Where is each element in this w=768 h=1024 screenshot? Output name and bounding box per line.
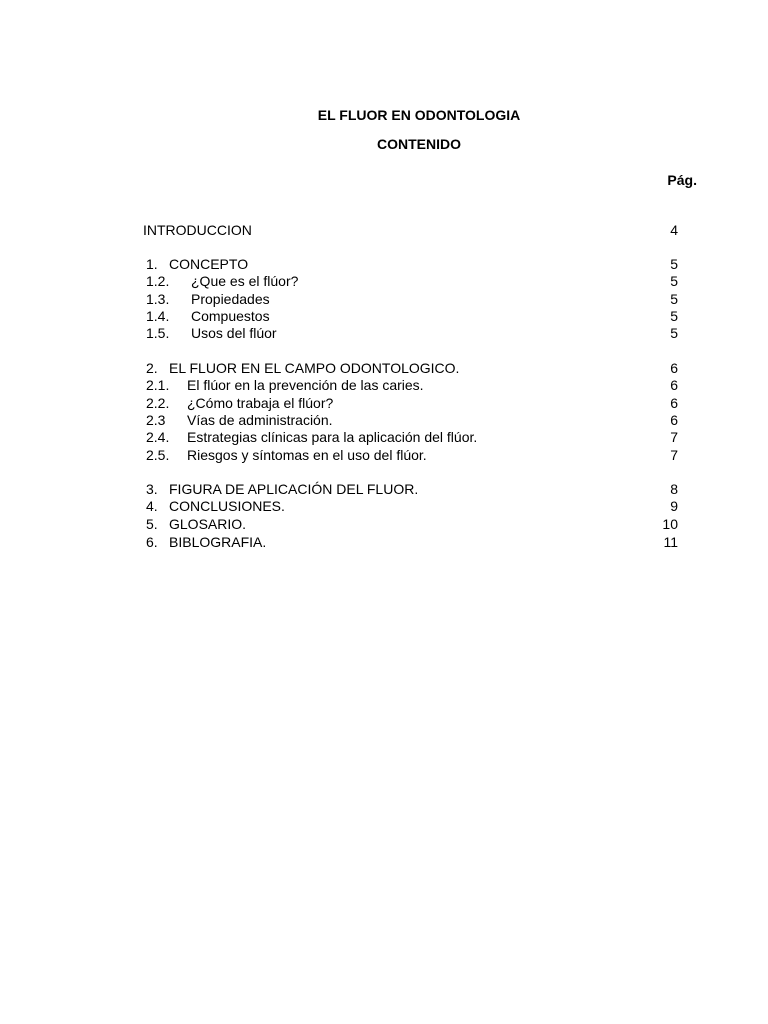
toc-entry-page: 5 <box>670 291 678 307</box>
toc-entry-page: 5 <box>670 273 678 289</box>
toc-entry <box>0 376 768 394</box>
toc-entry-page: 5 <box>670 325 678 341</box>
toc-entry-number: 6. <box>146 534 158 550</box>
toc-entry-page: 6 <box>670 377 678 393</box>
toc-entry-text: Vías de administración. <box>187 412 333 428</box>
toc-entry-page: 10 <box>662 516 678 532</box>
toc-entry-page: 9 <box>670 498 678 514</box>
toc-entry-page: 6 <box>670 360 678 376</box>
toc-entry <box>0 446 768 464</box>
toc-entry-number: 1. <box>146 256 158 272</box>
toc-entry <box>0 272 768 290</box>
toc-entry <box>0 428 768 446</box>
toc-entry-page: 11 <box>663 534 678 550</box>
toc-entry-number: 2.2. <box>146 395 170 411</box>
toc-entry-page: 4 <box>670 222 678 238</box>
toc-entry-page: 7 <box>670 429 678 445</box>
toc-entry <box>0 290 768 308</box>
toc-entry-number: 3. <box>146 481 158 497</box>
toc-entry-page: 5 <box>670 256 678 272</box>
toc-entry-text: Propiedades <box>191 291 270 307</box>
toc-entry-number: 2. <box>146 360 158 376</box>
toc-entry <box>0 515 768 533</box>
toc-entry <box>0 480 768 498</box>
toc-entry-introduction <box>0 221 768 239</box>
toc-entry-number: 5. <box>146 516 158 532</box>
toc-entry-page: 6 <box>670 412 678 428</box>
toc-entry <box>0 359 768 377</box>
toc-entry-number: 2.5. <box>146 447 170 463</box>
toc-entry-text: CONCLUSIONES. <box>169 498 285 514</box>
toc-entry <box>0 497 768 515</box>
toc-entry <box>0 394 768 412</box>
toc-entry <box>0 324 768 342</box>
toc-entry <box>0 255 768 273</box>
toc-entry-number: 1.2. <box>146 273 170 289</box>
toc-entry-number: 1.5. <box>146 325 170 341</box>
toc-entry-number: 2.3 <box>146 412 166 428</box>
toc-entry-page: 7 <box>670 447 678 463</box>
toc-entry-page: 5 <box>670 308 678 324</box>
toc-entry-text: GLOSARIO. <box>169 516 247 532</box>
toc-entry-text: ¿Que es el flúor? <box>191 273 299 289</box>
toc-entry-text: ¿Cómo trabaja el flúor? <box>187 395 334 411</box>
toc-entry-text: INTRODUCCION <box>143 222 252 238</box>
toc-entry-number: 2.4. <box>146 429 170 445</box>
toc-entry-text: EL FLUOR EN EL CAMPO ODONTOLOGICO. <box>169 360 460 376</box>
toc-entry-number: 4. <box>146 498 158 514</box>
contents-heading: CONTENIDO <box>377 136 461 152</box>
toc-entry-page: 8 <box>670 481 678 497</box>
document-title: EL FLUOR EN ODONTOLOGIA <box>317 107 521 123</box>
toc-entry <box>0 307 768 325</box>
toc-entry-number: 2.1. <box>146 377 170 393</box>
toc-entry-text: Riesgos y síntomas en el uso del flúor. <box>187 447 427 463</box>
toc-entry-text: Usos del flúor <box>191 325 277 341</box>
toc-entry-text: Estrategias clínicas para la aplicación del flúor. <box>187 429 478 445</box>
toc-entry-text: FIGURA DE APLICACIÓN DEL FLUOR. <box>169 481 419 497</box>
toc-entry-page: 6 <box>670 395 678 411</box>
page-column-header: Pág. <box>667 172 697 188</box>
toc-entry-number: 1.4. <box>146 308 170 324</box>
toc-entry <box>0 411 768 429</box>
toc-entry-text: El flúor en la prevención de las caries. <box>187 377 424 393</box>
toc-entry-text: Compuestos <box>191 308 270 324</box>
toc-entry <box>0 533 768 551</box>
toc-entry-text: CONCEPTO <box>169 256 249 272</box>
toc-entry-text: BIBLOGRAFIA. <box>169 534 267 550</box>
toc-entry-number: 1.3. <box>146 291 170 307</box>
